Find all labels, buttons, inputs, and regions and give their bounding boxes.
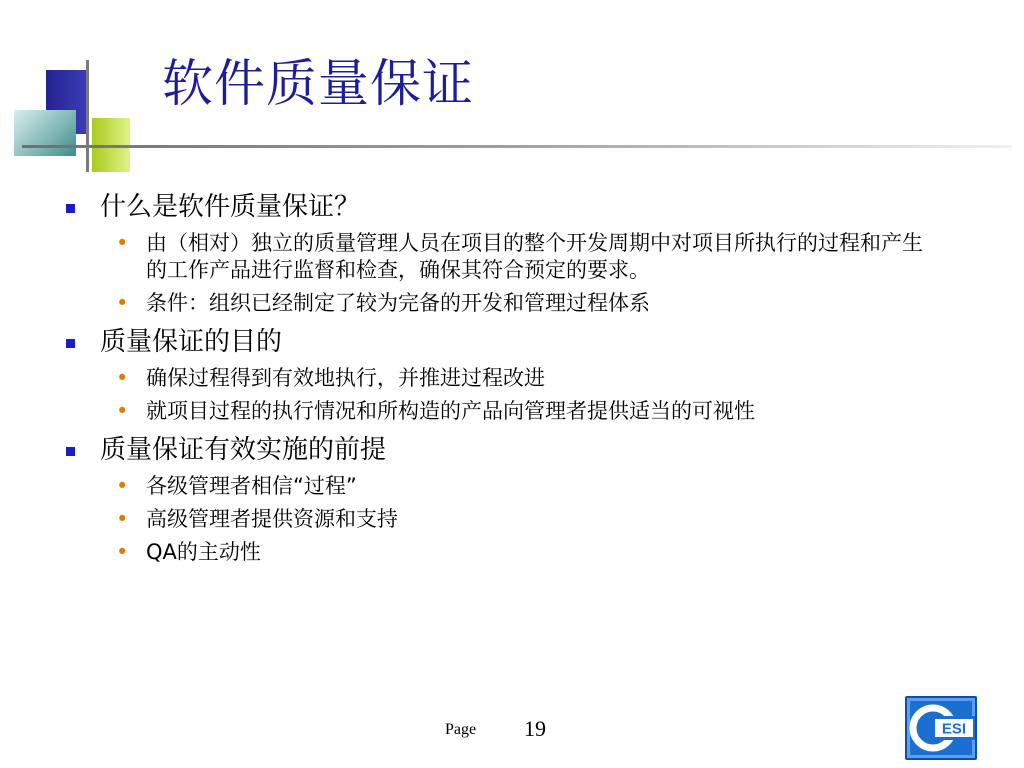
- bullet-item: [60, 398, 936, 425]
- bullet-item: [60, 506, 936, 533]
- section-heading: [60, 190, 960, 224]
- section-heading-text: 质量保证有效实施的前提: [100, 435, 387, 465]
- page-label: Page: [445, 721, 477, 738]
- title-divider-line: [22, 145, 1012, 148]
- bullet-item: [60, 230, 936, 284]
- dot-bullet-icon: •: [116, 366, 129, 390]
- bullet-item-text: 条件：组织已经制定了较为完备的开发和管理过程体系: [146, 291, 650, 315]
- bullet-item-text: 高级管理者提供资源和支持: [146, 507, 398, 531]
- bullet-item: [60, 365, 936, 392]
- square-bullet-icon: [66, 204, 75, 213]
- square-bullet-icon: [66, 447, 75, 456]
- bullet-item-text: 由（相对）独立的质量管理人员在项目的整个开发周期中对项目所执行的过程和产生的工作产品进行监督和检查，确保其符合预定的要求。: [146, 231, 923, 282]
- section-heading: [60, 433, 960, 467]
- bullet-item-text: 各级管理者相信“过程”: [146, 474, 357, 498]
- dot-bullet-icon: •: [116, 540, 129, 564]
- esi-logo-graphic: [907, 698, 975, 758]
- bullet-item: [60, 473, 936, 500]
- esi-logo-icon: [905, 696, 977, 760]
- bullet-item-text: 确保过程得到有效地执行，并推进过程改进: [146, 366, 545, 390]
- slide-title: 软件质量保证: [162, 55, 475, 114]
- dot-bullet-icon: •: [116, 474, 129, 498]
- bullet-item-text: QA的主动性: [146, 540, 261, 564]
- section-heading-text: 质量保证的目的: [100, 327, 283, 357]
- page-number: 19: [524, 716, 546, 741]
- dot-bullet-icon: •: [116, 291, 129, 315]
- dot-bullet-icon: •: [116, 231, 129, 255]
- section-heading-text: 什么是软件质量保证？: [100, 192, 361, 222]
- bullet-item: [60, 290, 936, 317]
- square-bullet-icon: [66, 339, 75, 348]
- dot-bullet-icon: •: [116, 507, 129, 531]
- bullet-item: [60, 539, 936, 566]
- section-heading: [60, 325, 960, 359]
- decorative-teal-block: [14, 110, 76, 156]
- bullet-item-text: 就项目过程的执行情况和所构造的产品向管理者提供适当的可视性: [146, 399, 755, 423]
- dot-bullet-icon: •: [116, 399, 129, 423]
- logo-text: ESI: [941, 720, 967, 738]
- slide-content: [60, 182, 960, 566]
- decorative-vertical-line: [86, 60, 89, 172]
